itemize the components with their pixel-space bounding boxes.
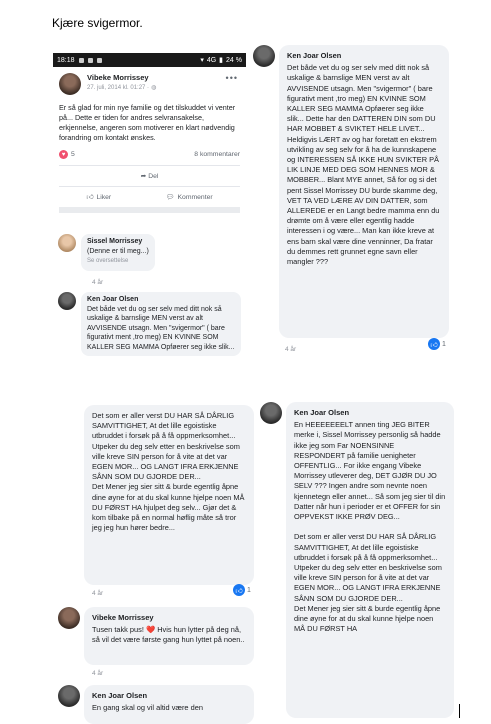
comment-bubble-vibeke (84, 607, 254, 665)
see-translation-link[interactable]: Se oversettelse (87, 258, 129, 264)
avatar-ken-top-right (253, 45, 275, 67)
comment-author[interactable]: Ken Joar Olsen (294, 408, 350, 417)
comment-text: En gang skal og vil altid være den (92, 703, 203, 713)
avatar-ken-bottom-right (260, 402, 282, 424)
avatar-vibeke (58, 607, 80, 629)
thumbs-up-icon: 👍︎ (233, 584, 245, 596)
like-label: Liker (96, 193, 112, 201)
comment-author[interactable]: Sissel Morrissey (87, 238, 143, 245)
comment-bubble-bottom-right (286, 402, 454, 718)
comment-text: Det både vet du og ser selv med ditt nok så uskalige & barnslige MEN verst av alt AVVISENDE utsagn. Men "svigermor" ( bare figurativt ment ,tro meg) EN KVINNE SOM KALLER SEG MAMMA Opføerer seg ikke slik... (87, 305, 235, 351)
comment-text: Tusen takk pus! ❤️ Hvis hun lytter på deg nå, så vil det være første gang hun lyttet på noen.. (92, 625, 245, 645)
comment-ken-left (58, 292, 248, 366)
comment-sissel (58, 234, 248, 277)
more-options-icon[interactable]: ••• (225, 73, 238, 83)
comment-author[interactable]: Ken Joar Olsen (287, 51, 342, 60)
comment-icon: 💬︎ (165, 194, 175, 201)
comment-author[interactable]: Vibeke Morrissey (92, 613, 154, 622)
comment-age: 4 år (92, 590, 104, 597)
comment-bubble-bottom-left (84, 405, 254, 585)
post-author[interactable]: Vibeke Morrissey (87, 73, 149, 82)
comment-count[interactable]: 8 kommentarer (194, 151, 240, 158)
post-text: Er så glad for min nye familie og det tilskuddet vi venter på... Dette er tiden for andres selvransakelse, erkjennelse, angeren som motiverer en klart nødvendig forandring om kontakt ønskes. (59, 103, 236, 142)
comment-age: 4 år (92, 279, 104, 286)
reaction-badge[interactable] (428, 338, 446, 350)
comment-age: 4 år (285, 346, 297, 353)
comment-age: 4 år (92, 670, 104, 677)
page-edge-marker (459, 704, 460, 718)
facebook-icon (79, 58, 84, 63)
thumbs-up-icon: 👍︎ (428, 338, 440, 350)
facebook-post (53, 67, 246, 213)
comment-bubble-ken-last (84, 685, 254, 724)
comment-button[interactable] (166, 193, 213, 201)
share-label: Del (148, 173, 159, 180)
phone-screenshot (53, 53, 246, 323)
comment-author[interactable]: Ken Joar Olsen (87, 296, 139, 303)
comment-label: Kommenter (177, 193, 213, 201)
status-bar (53, 53, 246, 67)
reaction-count[interactable]: 5 (71, 151, 75, 158)
reaction-badge[interactable] (233, 584, 251, 596)
reaction-count: 1 (442, 340, 446, 348)
post-date[interactable]: 27. juli, 2014 kl. 01:27 · (87, 84, 150, 91)
avatar[interactable] (253, 45, 275, 67)
comment-text: Det som er aller verst DU HAR SÅ DÅRLIG SAMVITTIGHET, At det lille egoistiske utbruddet i forsøk på å få oppmerksomhet... Utpeker du deg selv etter en beskrivelse som ville kreve SIN person for å vite at det var EGEN MOR... OG LANGT IFRA ERKJENNE SÅNN SOM DU GJORDE DER... Det Mener jeg sier sitt & burde egentlig åpne dine øyne for at du skal kunne hjelpe noen MÅ DU FØRST HA hjulpet deg selv... Gjør det & kom tilbake på en normal høflig måte så tror jeg jeg hun hører bedre... (92, 411, 245, 533)
avatar[interactable] (59, 73, 81, 95)
status-battery: 24 % (226, 56, 242, 64)
avatar[interactable] (260, 402, 282, 424)
comment-text: En HEEEEEEELT annen ting JEG BITER merke i, Sissel Morrissey personlig så hadde ikke jeg som Far NOENSINNE RESPONDERT på familie uenigheter OFFENTLIG... For ikke engang Vibeke Morrissey utleverer deg, DET GJØR DU JO SELV ??? Ingen andre som nevnte noen kjennetegn eller annet... Så som jeg sier til din Datter når hun i perioder er et OFFER for sin OPPVEKST IKKE PRØV DEG... Det som er aller verst DU HAR SÅ DÅRLIG SAMVITTIGHET, At det lille egoistiske utbruddet i forsøk på å få oppmerksomhet... Utpeker du deg selv etter en beskrivelse som ville kreve SIN person for å vite at det var EGEN MOR... OG LANGT IFRA ERKJENNE SÅNN SOM DU GJORDE DER... Det Mener jeg sier sitt & burde egentlig åpne dine øyne for at du skal kunne hjelpe noen MÅ DU FØRST HA (294, 420, 446, 634)
comment-author[interactable]: Ken Joar Olsen (92, 691, 148, 700)
share-icon: ➦ (140, 173, 147, 180)
globe-icon: ◍ (151, 85, 157, 91)
avatar[interactable] (58, 234, 76, 252)
notification-icon (97, 58, 102, 63)
avatar[interactable] (58, 607, 80, 629)
signal-icon: ▮ (219, 57, 224, 64)
comment-bubble-top-right (279, 45, 449, 338)
thumbs-up-icon: 👍︎ (86, 194, 94, 201)
heart-icon: ♥ (59, 150, 68, 159)
comment-text: (Denne er til meg...) (87, 247, 149, 255)
avatar[interactable] (58, 292, 76, 310)
document-title: Kjære svigermor. (52, 16, 143, 30)
comment-bubble (81, 234, 155, 271)
comment-bubble (81, 292, 241, 356)
status-time: 18:18 (57, 56, 75, 64)
comment-text: Det både vet du og ser selv med ditt nok så uskalige & barnslige MEN verst av alt AVVISENDE utsagn. Men "svigermor" ( bare figurativt ment ,tro meg) EN KVINNE SOM KALLER SEG MAMMA Opføerer seg ikke slik... Dette har den DATTEREN DIN som DU HAR MOBBET & SVIKTET HELE LIVET... Heldigvis LÆRT av og har foretatt en ekstrem utvikling av seg selv for å ha de kunnskapene og INTERESSEN SÅ IKKE HUN SVIKTER PÅ LIK LINJE MED DEG SOM HENNES MOR & MOBBER... Blant MYE annet, Så for og si det pent Sissel Morrissey DU burde skamme deg, VET TA VED LÆRE AV DIN DATTER, som ALLEREDE er en Langt bedre mamma enn du drømte om å være eller egentlig hadde interessen i og være... Man kan ikke kreve at ens barn skal være dine venninner, Da fratar du demmes rett grunnet egne savn eller mangler ??? (287, 63, 440, 267)
avatar[interactable] (58, 685, 80, 707)
wifi-icon: ▾ (200, 57, 204, 64)
status-network: 4G (206, 56, 217, 64)
avatar-ken-bottom (58, 685, 80, 707)
messenger-icon (88, 58, 93, 63)
share-button[interactable] (59, 166, 240, 187)
like-button[interactable] (86, 193, 111, 201)
reaction-count: 1 (247, 586, 251, 594)
